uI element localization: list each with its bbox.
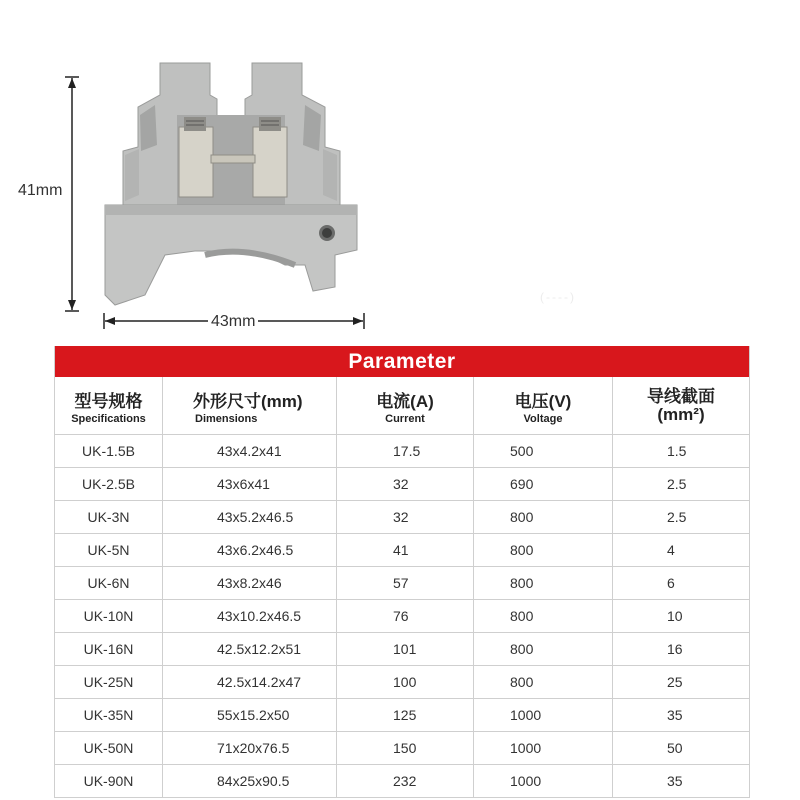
cell-current: 57 bbox=[337, 567, 474, 599]
watermark-text: (----) bbox=[540, 290, 576, 304]
table-row bbox=[55, 732, 749, 765]
table-row bbox=[55, 600, 749, 633]
table-title: Parameter bbox=[55, 346, 749, 377]
header-cn: 导线截面 bbox=[647, 386, 715, 406]
header-en: Dimensions bbox=[195, 412, 258, 425]
cell-current: 150 bbox=[337, 732, 474, 764]
cell-current: 100 bbox=[337, 666, 474, 698]
cell-current: 232 bbox=[337, 765, 474, 797]
cell-voltage: 800 bbox=[474, 633, 613, 665]
header-specifications bbox=[55, 377, 163, 434]
cell-spec: UK-35N bbox=[55, 699, 163, 731]
cell-current: 76 bbox=[337, 600, 474, 632]
cell-dimensions: 43x8.2x46 bbox=[163, 567, 337, 599]
cell-current: 32 bbox=[337, 468, 474, 500]
cell-wire-section: 6 bbox=[667, 575, 675, 591]
cell-spec: UK-10N bbox=[55, 600, 163, 632]
header-current bbox=[337, 377, 474, 434]
header-en: Voltage bbox=[523, 412, 563, 425]
cell-spec: UK-6N bbox=[55, 567, 163, 599]
cell-wire-section: 35 bbox=[667, 707, 683, 723]
cell-dimensions: 43x10.2x46.5 bbox=[163, 600, 337, 632]
cell-dimensions: 71x20x76.5 bbox=[163, 732, 337, 764]
cell-wire-section: 16 bbox=[667, 641, 683, 657]
cell-spec: UK-16N bbox=[55, 633, 163, 665]
cell-wire-section: 2.5 bbox=[667, 509, 687, 525]
table-row bbox=[55, 633, 749, 666]
terminal-block-image bbox=[95, 55, 365, 310]
cell-current: 125 bbox=[337, 699, 474, 731]
cell-current: 32 bbox=[337, 501, 474, 533]
cell-wire-section: 50 bbox=[667, 740, 683, 756]
cell-spec: UK-3N bbox=[55, 501, 163, 533]
cell-current: 17.5 bbox=[337, 435, 474, 467]
cell-dimensions: 43x6.2x46.5 bbox=[163, 534, 337, 566]
cell-voltage: 1000 bbox=[474, 699, 613, 731]
cell-wire-section: 35 bbox=[667, 773, 683, 789]
cell-dimensions: 55x15.2x50 bbox=[163, 699, 337, 731]
cell-spec: UK-50N bbox=[55, 732, 163, 764]
cell-voltage: 690 bbox=[474, 468, 613, 500]
header-dimensions bbox=[163, 377, 337, 434]
product-image-area bbox=[0, 0, 800, 342]
cell-wire-section: 25 bbox=[667, 674, 683, 690]
header-voltage bbox=[474, 377, 613, 434]
header-cn: 型号规格 bbox=[74, 391, 143, 411]
cell-spec: UK-90N bbox=[55, 765, 163, 797]
header-wire-section bbox=[613, 377, 749, 434]
cell-voltage: 800 bbox=[474, 534, 613, 566]
height-dimension-label: 41mm bbox=[18, 182, 63, 199]
table-row bbox=[55, 699, 749, 732]
table-body bbox=[55, 435, 749, 798]
header-en: Specifications bbox=[71, 412, 146, 425]
table-row bbox=[55, 468, 749, 501]
cell-wire-section: 1.5 bbox=[667, 443, 687, 459]
table-row bbox=[55, 435, 749, 468]
cell-dimensions: 42.5x12.2x51 bbox=[163, 633, 337, 665]
header-unit: (mm²) bbox=[657, 404, 705, 424]
cell-voltage: 800 bbox=[474, 567, 613, 599]
cell-voltage: 1000 bbox=[474, 732, 613, 764]
header-cn: 外形尺寸(mm) bbox=[193, 391, 303, 411]
cell-voltage: 800 bbox=[474, 600, 613, 632]
cell-voltage: 500 bbox=[474, 435, 613, 467]
cell-spec: UK-2.5B bbox=[55, 468, 163, 500]
cell-dimensions: 43x4.2x41 bbox=[163, 435, 337, 467]
cell-voltage: 800 bbox=[474, 501, 613, 533]
header-cn: 电压(V) bbox=[514, 391, 572, 411]
header-cn: 电流(A) bbox=[376, 391, 434, 411]
header-en: Current bbox=[385, 412, 425, 425]
width-dimension-label: 43mm bbox=[208, 313, 258, 331]
table-row bbox=[55, 567, 749, 600]
cell-voltage: 800 bbox=[474, 666, 613, 698]
cell-dimensions: 43x5.2x46.5 bbox=[163, 501, 337, 533]
table-header-row bbox=[55, 377, 749, 435]
height-dimension-arrow bbox=[62, 76, 82, 312]
table-row bbox=[55, 765, 749, 798]
cell-spec: UK-25N bbox=[55, 666, 163, 698]
cell-current: 41 bbox=[337, 534, 474, 566]
cell-current: 101 bbox=[337, 633, 474, 665]
cell-spec: UK-1.5B bbox=[55, 435, 163, 467]
cell-wire-section: 2.5 bbox=[667, 476, 687, 492]
cell-wire-section: 10 bbox=[667, 608, 683, 624]
table-row bbox=[55, 534, 749, 567]
table-row bbox=[55, 666, 749, 699]
table-row bbox=[55, 501, 749, 534]
cell-dimensions: 43x6x41 bbox=[163, 468, 337, 500]
cell-voltage: 1000 bbox=[474, 765, 613, 797]
parameter-table bbox=[54, 346, 750, 798]
cell-wire-section: 4 bbox=[667, 542, 675, 558]
cell-spec: UK-5N bbox=[55, 534, 163, 566]
cell-dimensions: 84x25x90.5 bbox=[163, 765, 337, 797]
cell-dimensions: 42.5x14.2x47 bbox=[163, 666, 337, 698]
